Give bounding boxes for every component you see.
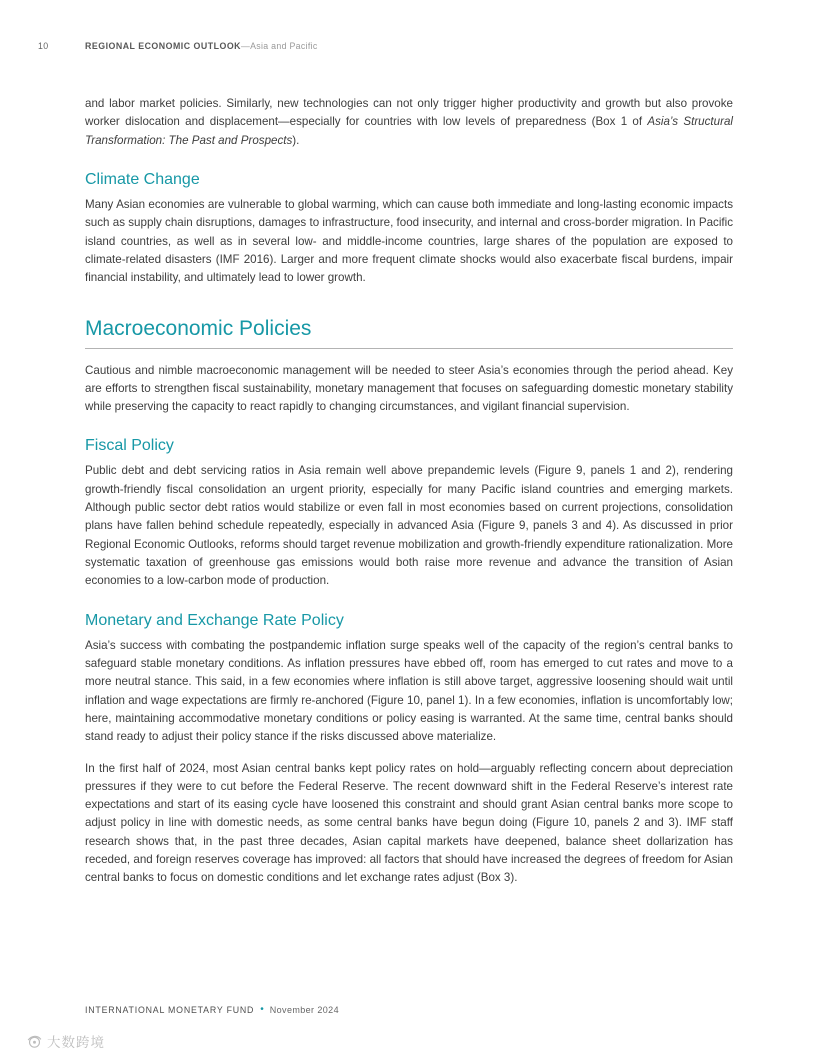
watermark-logo-icon — [26, 1033, 43, 1050]
monetary-paragraph-2: In the first half of 2024, most Asian central banks kept policy rates on hold—arguably reflecting concern about depreciation pressures if they were to cut before the Federal Reserve. The recent downward shift in the Federal Reserve’s interest rate expectations and start of its easing cycle have loosened this constraint and should grant Asian central banks more scope to adjust policy in line with domestic needs, as some central banks have begun doing (Figure 10, panels 2 and 3). IMF staff research shows that, in the past three decades, Asian capital markets have deepened, balance sheet dollarization has receded, and foreign reserves coverage has improved: all factors that should have increased the degrees of freedom for Asian central banks to focus on domestic conditions and let exchange rates adjust (Box 3). — [85, 761, 733, 885]
heading-macroeconomic-policies: Macroeconomic Policies — [85, 316, 312, 340]
watermark-text: 大数跨境 — [47, 1035, 105, 1050]
heading-fiscal-policy: Fiscal Policy — [85, 437, 174, 455]
page-footer — [85, 1005, 339, 1015]
running-head-subtitle: —Asia and Pacific — [241, 41, 318, 51]
intro-text-after: ). — [292, 133, 300, 147]
heading-climate-change: Climate Change — [85, 170, 200, 188]
section-rule — [85, 348, 733, 349]
page-header — [0, 41, 732, 55]
monetary-paragraph-1: Asia’s success with combating the postpandemic inflation surge speaks well of the capacity of the region’s central banks to safeguard stable monetary conditions. As inflation pressures have ebbed off, room has emerged to cut rates and move to a more neutral stance. This said, in a few economies where inflation is still above target, aggressive loosening should wait until inflation and wage expectations are firmly re-anchored (Figure 10, panel 1). In a few economies, inflation is uncomfortably low; here, maintaining accommodative monetary conditions or policy easing is warranted. At the same time, central banks should stand ready to adjust their policy stance if the risks discussed above materialize. — [85, 638, 733, 744]
heading-monetary-policy: Monetary and Exchange Rate Policy — [85, 611, 344, 629]
watermark — [26, 1031, 105, 1051]
footer-publisher: INTERNATIONAL MONETARY FUND — [85, 1005, 255, 1015]
intro-text-before: and labor market policies. Similarly, new technologies can not only trigger higher productivity and growth but also provoke worker dislocation and displacement—especially for countries with low levels of preparedness (Box 1 of — [85, 97, 733, 129]
running-head — [85, 41, 318, 51]
climate-paragraph: Many Asian economies are vulnerable to global warming, which can cause both immediate and long-lasting economic impacts such as supply chain disruptions, damages to infrastructure, food insecurity, and internal and cross-border migration. In Pacific island countries, as well as in several low- and middle-income countries, large shares of the population are exposed to climate-related disasters (IMF 2016). Larger and more frequent climate shocks would also exacerbate fiscal burdens, impair financial instability, and ultimately lead to lower growth. — [85, 197, 733, 285]
footer-bullet-icon: • — [260, 1004, 264, 1015]
page-content — [85, 95, 733, 901]
intro-paragraph — [85, 95, 733, 150]
footer-date: November 2024 — [269, 1005, 339, 1015]
running-head-title: REGIONAL ECONOMIC OUTLOOK — [85, 41, 242, 51]
page-number: 10 — [38, 41, 49, 51]
intro-italic-title: Asia’s Structural Transformation: The Past and Prospects — [85, 115, 733, 147]
macro-paragraph: Cautious and nimble macroeconomic management will be needed to steer Asia’s economies through the period ahead. Key are efforts to strengthen fiscal sustainability, monetary management that focuses on safeguarding domestic monetary stability while preserving the capacity to react rapidly to changing circumstances, and vigilant financial supervision. — [85, 363, 733, 414]
fiscal-paragraph: Public debt and debt servicing ratios in Asia remain well above prepandemic levels (Figure 9, panels 1 and 2), rendering growth-friendly fiscal consolidation an urgent priority, especially for many Pacific island countries and emerging markets. Although public sector debt ratios would stabilize or even fall in most economies based on current projections, consolidation plans have fallen behind schedule repeatedly, especially in advanced Asia (Figure 9, panels 3 and 4). As discussed in prior Regional Economic Outlooks, reforms should target revenue mobilization and growth-friendly expenditure rationalization. More systematic taxation of greenhouse gas emissions would both raise more revenue and advance the transition of Asian economies to a low-carbon mode of production. — [85, 464, 733, 588]
